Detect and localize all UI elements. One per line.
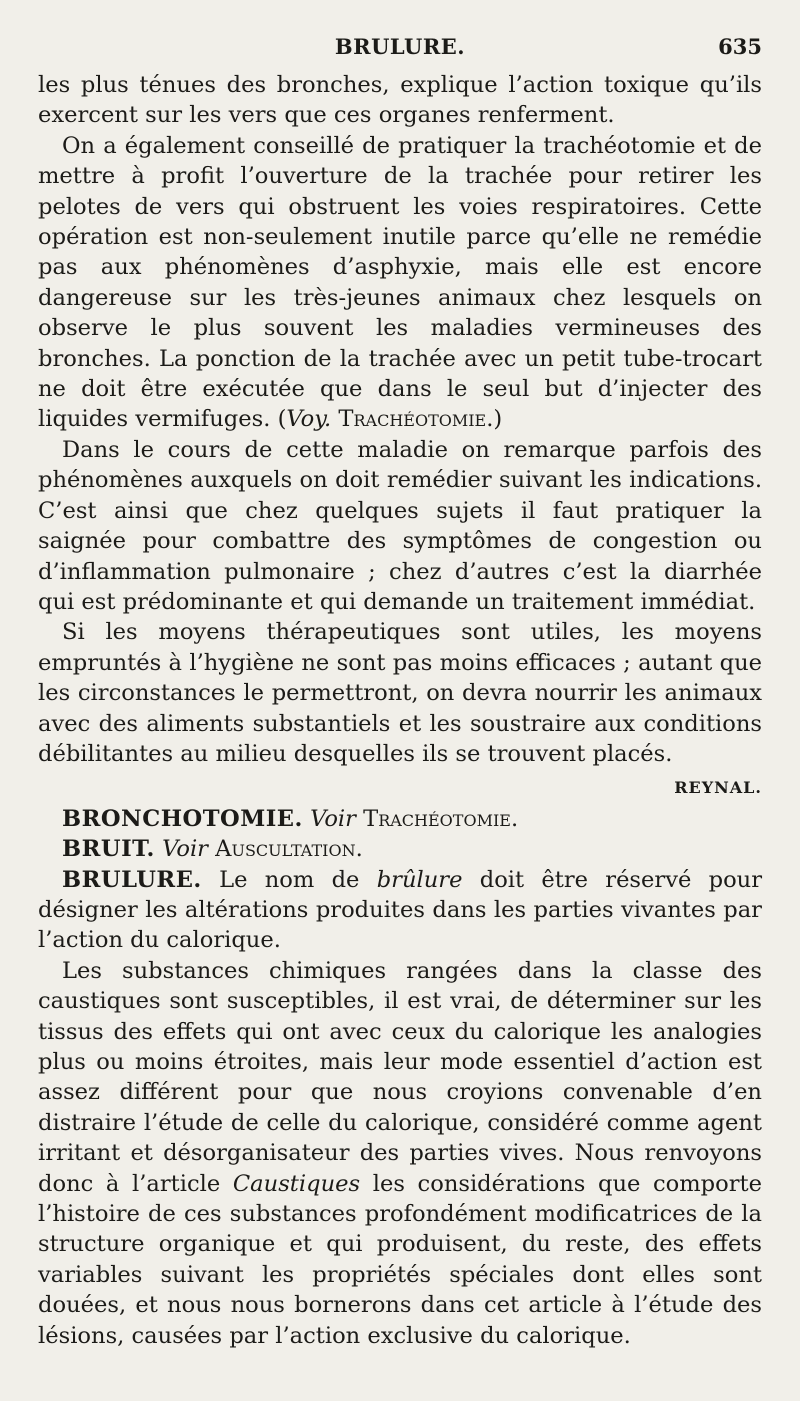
running-title: BRULURE.: [334, 34, 466, 59]
paragraph-text-end: .): [486, 406, 503, 433]
body-text: [38, 70, 762, 1351]
paragraph-phenomenes: Dans le cours de cette maladie on remarque parfois des phénomènes auxquels on doit remédier suivant les indications. C’est ainsi que chez quelques sujets il faut pratiquer la saignée pour combattre des symptômes de congestion ou d’inflammation pulmonaire ; chez d’autres c’est la diarrhée qui est prédominante et qui demande un traitement immédiat.: [38, 436, 762, 615]
page-number: 635: [718, 34, 762, 59]
term-brulure: brûlure: [376, 866, 463, 893]
paragraph-text: Les substances chimiques rangées dans la classe des caustiques sont susceptibles, il est vrai, de déterminer sur les tissus des effets qui ont avec ceux du calorique les analogies plus ou moins étroites, mais leur mode essentiel d’action est assez différent pour que nous croyions convenable d’en distraire l’étude de celle du calorique, considéré comme agent irritant et désorganisateur des parties vives. Nous renvoyons donc à l’article: [38, 957, 762, 1197]
running-header: [38, 30, 762, 62]
voy-abbreviation: Voy.: [286, 406, 332, 433]
cross-reference: Trachéotomie.: [363, 805, 519, 832]
headword: BRUIT.: [62, 836, 155, 863]
entry-brulure: [38, 865, 762, 956]
paragraph-text: Si les moyens thérapeutiques sont utiles, les moyens empruntés à l’hygiène ne sont pas moins efficaces ; autant que les circonstances le permettront, on devra nourrir les animaux avec des aliments substantiels et les soustraire aux conditions débilitantes au milieu desquelles ils se trouvent placés.: [38, 619, 762, 767]
cross-reference: Trachéotomie: [338, 406, 487, 433]
voir-label: Voir: [310, 805, 356, 832]
paragraph-continuation: les plus ténues des bronches, explique l’action toxique qu’ils exercent sur les vers que ces organes renferment.: [38, 72, 762, 129]
entry-bruit: [38, 834, 762, 864]
voir-label: Voir: [162, 836, 208, 863]
paragraph-caustiques: [38, 956, 762, 1351]
paragraph-text: On a également conseillé de pratiquer la trachéotomie et de mettre à profit l’ouverture de la trachée pour retirer les pelotes de vers qui obstruent les voies respiratoires. Cette opération est non-seulement inutile parce qu’elle ne remédie pas aux phénomènes d’asphyxie, mais elle est encore dangereuse sur les très-jeunes animaux chez lesquels on observe le plus souvent les maladies vermineuses des bronches. La ponction de la trachée avec un petit tube-trocart ne doit être exécutée que dans le seul but d’injecter des liquides vermifuges. (: [38, 132, 762, 433]
entry-text: Le nom de: [219, 866, 360, 893]
entry-bronchotomie: [38, 804, 762, 834]
entry-text-cont: doit être réservé pour désigner les altérations produites dans les parties vivantes par l’action du calorique.: [38, 866, 763, 954]
cross-reference-caustiques: Caustiques: [232, 1170, 361, 1197]
headword: BRONCHOTOMIE.: [62, 805, 303, 832]
cross-reference: Auscultation.: [215, 836, 363, 863]
paragraph-text-end: les considérations que comporte l’histoire de ces substances profondément modificatrices de la structure organique et qui produisent, du reste, des effets variables suivant les propriétés spéciales dont elles sont douées, et nous nous bornerons dans cet article à l’étude des lésions, causées par l’action exclusive du calorique.: [38, 1170, 762, 1349]
headword: BRULURE.: [62, 866, 202, 893]
author-signature: REYNAL.: [674, 778, 762, 798]
paragraph-hygiene: [38, 617, 762, 803]
paragraph-tracheotomie: [38, 131, 762, 435]
